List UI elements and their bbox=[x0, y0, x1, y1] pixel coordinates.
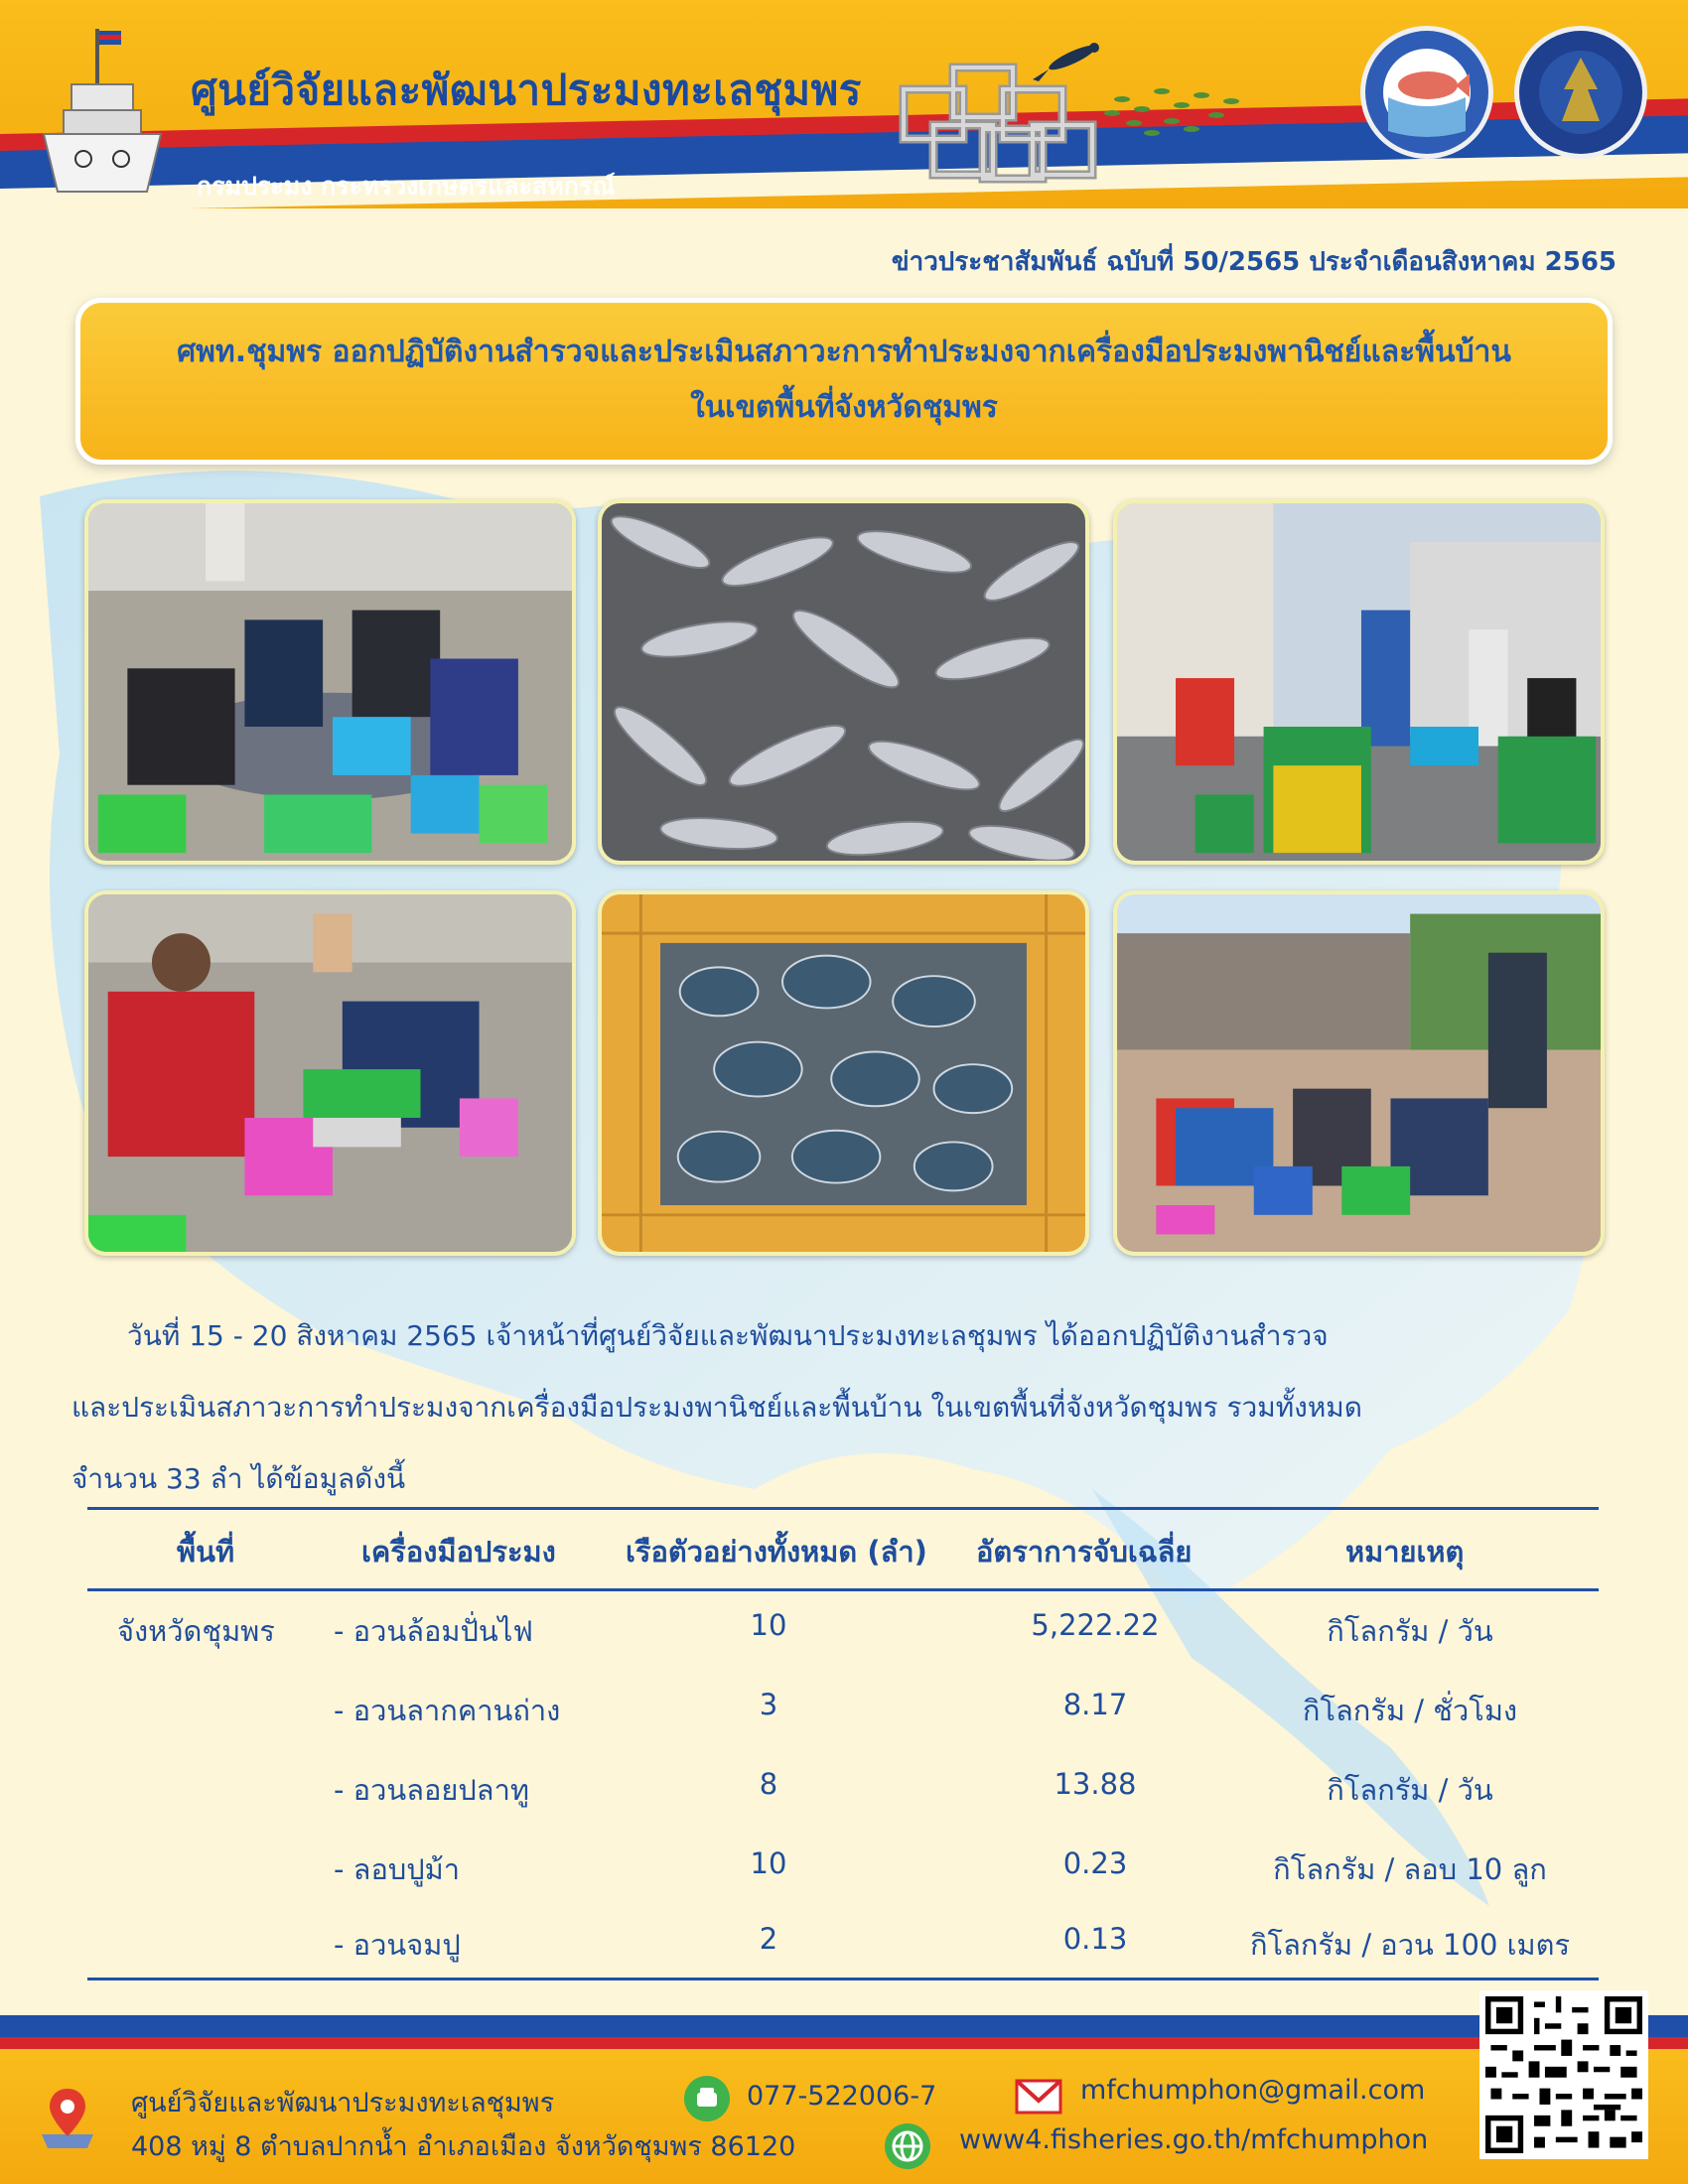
location-pin-icon bbox=[38, 2085, 97, 2150]
table-header-area: พื้นที่ bbox=[177, 1535, 235, 1569]
footer-website[interactable]: www4.fisheries.go.th/mfchumphon bbox=[959, 2124, 1429, 2155]
photo-staff-sorting-fish bbox=[84, 499, 576, 865]
table-cell-boats: 10 bbox=[750, 1608, 787, 1642]
table-cell-gear: - อวนจมปู bbox=[334, 1928, 461, 1962]
footer-red-stripe bbox=[0, 2037, 1688, 2049]
table-cell-boats: 3 bbox=[759, 1688, 778, 1721]
ship-logo bbox=[38, 25, 167, 194]
table-cell-note: กิโลกรัม / วัน bbox=[1327, 1773, 1493, 1807]
artificial-reef-graphic bbox=[874, 30, 1251, 189]
photo-weighing-catch bbox=[84, 890, 576, 1256]
page-header bbox=[0, 0, 1688, 208]
table-cell-area: จังหวัดชุมพร bbox=[117, 1614, 275, 1648]
footer-phone[interactable]: 077-522006-7 bbox=[747, 2081, 937, 2112]
photo-blue-crabs-basket bbox=[598, 890, 1089, 1256]
headline-line-2: ในเขตพื้นที่จังหวัดชุมพร bbox=[690, 390, 998, 425]
table-cell-boats: 2 bbox=[759, 1922, 778, 1956]
paragraph-line-1: วันที่ 15 - 20 สิงหาคม 2565 เจ้าหน้าที่ศูนย์วิจัยและพัฒนาประมงทะเลชุมพร ได้ออกปฏิบัติงานสำรวจ bbox=[127, 1319, 1329, 1352]
table-cell-rate: 8.17 bbox=[1062, 1688, 1128, 1721]
table-cell-gear: - ลอบปูม้า bbox=[334, 1852, 461, 1886]
footer-email[interactable]: mfchumphon@gmail.com bbox=[1080, 2075, 1426, 2106]
table-header-rate: อัตราการจับเฉลี่ย bbox=[976, 1535, 1193, 1569]
paragraph-line-2: และประเมินสภาวะการทำประมงจากเครื่องมือประมงพานิชย์และพื้นบ้าน ในเขตพื้นที่จังหวัดชุมพร รวมทั้งหมด bbox=[71, 1391, 1362, 1424]
table-header-note: หมายเหตุ bbox=[1345, 1535, 1465, 1569]
qr-code[interactable] bbox=[1479, 1990, 1648, 2159]
table-cell-rate: 13.88 bbox=[1054, 1767, 1137, 1801]
table-cell-gear: - อวนล้อมปั่นไฟ bbox=[334, 1614, 533, 1648]
department-name: กรมประมง กระทรวงเกษตรและสหกรณ์ bbox=[197, 172, 616, 201]
photo-pier-baskets bbox=[1113, 499, 1605, 865]
table-cell-boats: 10 bbox=[750, 1846, 787, 1880]
table-header-boats: เรือตัวอย่างทั้งหมด (ลำ) bbox=[626, 1535, 927, 1569]
table-cell-note: กิโลกรัม / อวน 100 เมตร bbox=[1249, 1928, 1571, 1962]
table-header-rule bbox=[87, 1588, 1599, 1591]
headline-box bbox=[75, 298, 1613, 465]
headline-line-1: ศพท.ชุมพร ออกปฏิบัติงานสำรวจและประเมินสภาวะการทำประมงจากเครื่องมือประมงพานิชย์และพื้นบ้าน bbox=[177, 335, 1511, 369]
table-cell-gear: - อวนลากคานถ่าง bbox=[334, 1694, 561, 1727]
department-of-fisheries-seal bbox=[1512, 24, 1649, 161]
table-cell-rate: 0.23 bbox=[1062, 1846, 1128, 1880]
issue-line: ข่าวประชาสัมพันธ์ ฉบับที่ 50/2565 ประจำเดือนสิงหาคม 2565 bbox=[891, 247, 1617, 277]
phone-icon bbox=[683, 2075, 731, 2122]
table-cell-rate: 5,222.22 bbox=[1031, 1608, 1160, 1642]
photo-mackerel-catch bbox=[598, 499, 1089, 865]
intro-paragraph bbox=[71, 1300, 1617, 1515]
table-cell-note: กิโลกรัม / ชั่วโมง bbox=[1302, 1694, 1518, 1727]
paragraph-line-3: จำนวน 33 ลำ ได้ข้อมูลดังนี้ bbox=[71, 1462, 406, 1495]
org-name: ศูนย์วิจัยและพัฒนาประมงทะเลชุมพร bbox=[191, 66, 862, 114]
table-cell-gear: - อวนลอยปลาทู bbox=[334, 1773, 529, 1807]
table-cell-boats: 8 bbox=[759, 1767, 778, 1801]
research-center-seal bbox=[1358, 24, 1495, 161]
table-top-rule bbox=[87, 1507, 1599, 1510]
footer-address: 408 หมู่ 8 ตำบลปากน้ำ อำเภอเมือง จังหวัดชุมพร 86120 bbox=[131, 2131, 796, 2162]
table-cell-note: กิโลกรัม / วัน bbox=[1327, 1614, 1493, 1648]
globe-icon bbox=[884, 2122, 931, 2170]
table-bottom-rule bbox=[87, 1978, 1599, 1980]
footer-blue-stripe bbox=[0, 2015, 1688, 2037]
email-icon bbox=[1015, 2077, 1062, 2116]
table-header-gear: เครื่องมือประมง bbox=[361, 1535, 556, 1569]
page-footer bbox=[0, 2015, 1688, 2184]
diver-graphic bbox=[1033, 42, 1099, 81]
footer-center-name: ศูนย์วิจัยและพัฒนาประมงทะเลชุมพร bbox=[131, 2088, 555, 2118]
table-cell-rate: 0.13 bbox=[1062, 1922, 1128, 1956]
photo-village-survey bbox=[1113, 890, 1605, 1256]
table-cell-note: กิโลกรัม / ลอบ 10 ลูก bbox=[1273, 1852, 1547, 1886]
